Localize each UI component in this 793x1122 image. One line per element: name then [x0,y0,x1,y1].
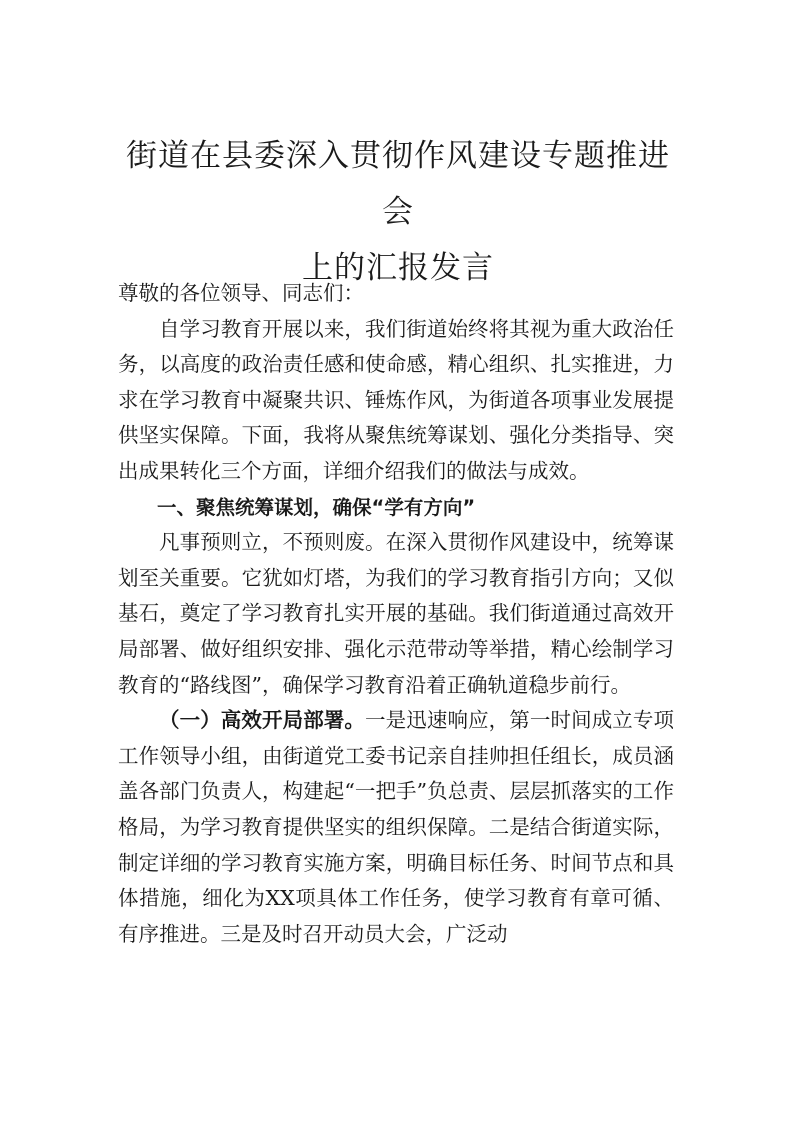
title-block [118,128,678,296]
section-1-heading: 一、聚焦统筹谋划，确保“学有方向” [157,495,476,519]
subsection-1-heading: （一）高效开局部署。 [159,708,366,733]
intro-paragraph: 自学习教育开展以来，我们街道始终将其视为重大政治任务，以高度的政治责任感和使命感，精心组织、扎实推进，力求在学习教育中凝聚共识、锤炼作风，为街道各项事业发展提供坚实保障。下面，我将从聚焦统筹谋划、强化分类指导、突出成果转化三个方面，详细介绍我们的做法与成效。 [118,316,674,483]
section-1-paragraph: 凡事预则立，不预则废。在深入贯彻作风建设中，统筹谋划至关重要。它犹如灯塔，为我们的学习教育指引方向；又似基石，奠定了学习教育扎实开展的基础。我们街道通过高效开局部署、做好组织安排、强化示范带动等举措，精心绘制学习教育的“路线图”，确保学习教育沿着正确轨道稳步前行。 [118,530,674,697]
subsection-1-text: 一是迅速响应，第一时间成立专项工作领导小组，由街道党工委书记亲自挂帅担任组长，成员涵盖各部门负责人，构建起“一把手”负总责、层层抓落实的工作格局，为学习教育提供坚实的组织保障。二是结合街道实际，制定详细的学习教育实施方案，明确目标任务、时间节点和具体措施，细化为XX项具体工作任务，使学习教育有章可循、有序推进。三是及时召开动员大会，广泛动 [118,708,675,946]
document-title-line-1: 街道在县委深入贯彻作风建设专题推进会 [126,138,670,230]
subsection-1-paragraph [118,703,674,952]
document-title-line-2: 上的汇报发言 [302,250,494,286]
document-body [118,276,674,952]
salutation: 尊敬的各位领导、同志们： [118,281,364,305]
